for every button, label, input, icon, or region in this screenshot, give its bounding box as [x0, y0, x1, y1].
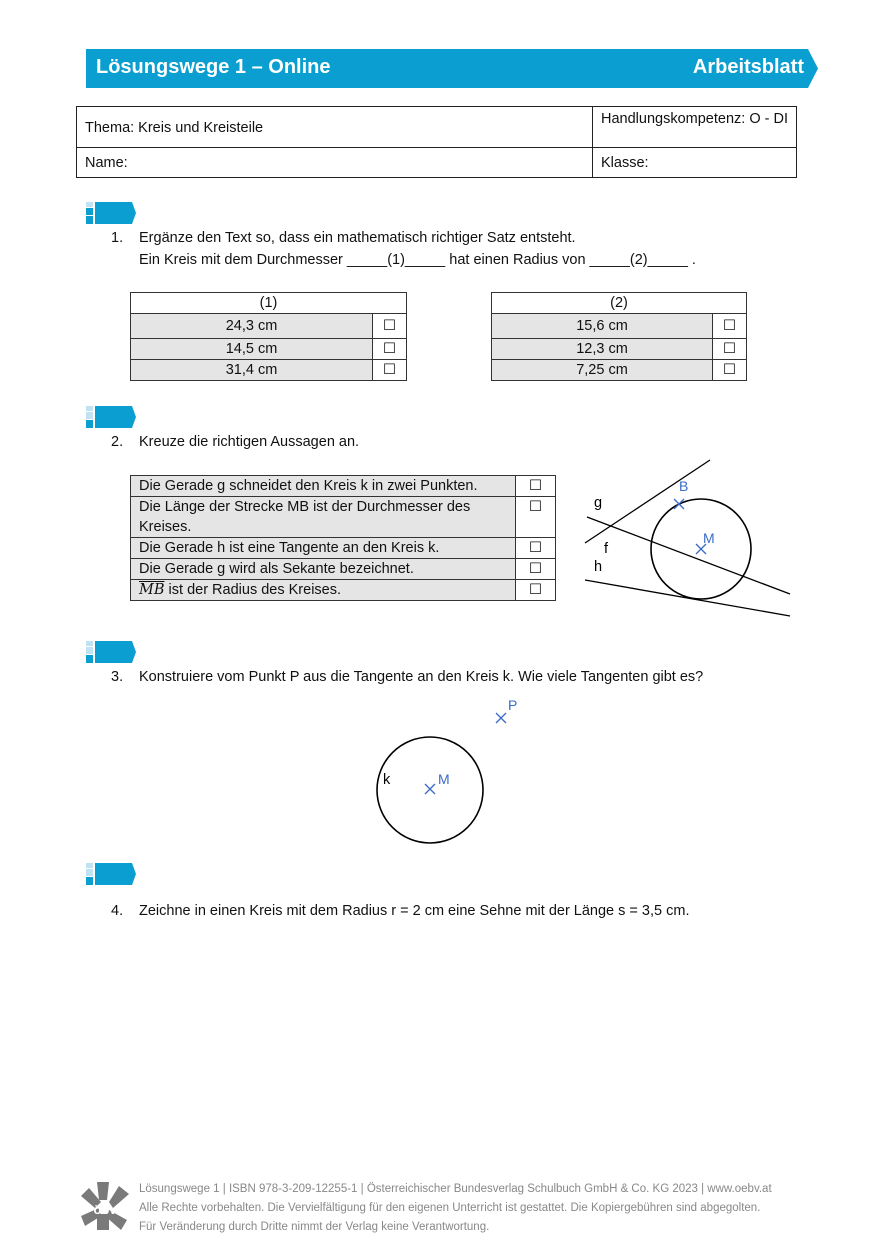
label-b: B — [679, 478, 689, 494]
table2-checkbox-2[interactable]: ☐ — [713, 339, 747, 360]
kompetenz-cell — [593, 107, 797, 148]
section-marker-2 — [86, 406, 136, 428]
table2-option-2: 12,3 cm — [492, 339, 713, 360]
oebv-logo — [79, 1180, 131, 1232]
label-m: M — [703, 530, 715, 546]
statement-1: Die Gerade g schneidet den Kreis k in zwei Punkten. — [131, 476, 516, 497]
footer-line-2: Alle Rechte vorbehalten. Die Vervielfältigung für den eigenen Unterricht ist gestattet. Die Kopiergebühren sind abgegolten. — [139, 1202, 761, 1214]
table1-option-1: 24,3 cm — [131, 314, 373, 339]
table2-checkbox-3[interactable]: ☐ — [713, 360, 747, 381]
task1-line2: Ein Kreis mit dem Durchmesser _____(1)_____ hat einen Radius von _____(2)_____ . — [139, 252, 696, 268]
task3-figure — [370, 695, 530, 850]
task2-text: Kreuze die richtigen Aussagen an. — [139, 434, 360, 450]
task3-number: 3. — [111, 669, 124, 685]
table2-head: (2) — [492, 293, 747, 314]
label-g: g — [594, 495, 603, 511]
table1-option-2: 14,5 cm — [131, 339, 373, 360]
table2-option-3: 7,25 cm — [492, 360, 713, 381]
task2-figure — [575, 455, 800, 625]
statement-checkbox-2[interactable]: ☐ — [516, 497, 556, 538]
line-g — [585, 460, 710, 543]
section-marker-3 — [86, 641, 136, 663]
task2-number: 2. — [111, 434, 124, 450]
table1-checkbox-2[interactable]: ☐ — [373, 339, 407, 360]
task1-table-2 — [491, 292, 747, 381]
overline-mb: $\overline{MB}$ — [139, 582, 165, 598]
line-h — [585, 580, 790, 616]
statement-3: Die Gerade h ist eine Tangente an den Kreis k. — [131, 538, 516, 559]
table1-checkbox-3[interactable]: ☐ — [373, 360, 407, 381]
label-k: k — [383, 772, 391, 788]
task2-statements-table — [130, 475, 556, 601]
table1-head: (1) — [131, 293, 407, 314]
section-marker-4 — [86, 863, 136, 885]
logo-text: öbv — [93, 1202, 117, 1217]
info-table — [76, 106, 797, 178]
statement-checkbox-5[interactable]: ☐ — [516, 580, 556, 601]
thema-label: Thema: Kreis und Kreisteile — [85, 120, 264, 136]
name-label: Name: — [85, 154, 128, 171]
section-marker-1 — [86, 202, 136, 224]
statement-4: Die Gerade g wird als Sekante bezeichnet. — [131, 559, 516, 580]
point-m-cross-task3 — [425, 784, 435, 794]
statement-checkbox-3[interactable]: ☐ — [516, 538, 556, 559]
statement-2: Die Länge der Strecke MB ist der Durchmesser des Kreises. — [131, 497, 516, 538]
name-cell[interactable] — [77, 148, 593, 178]
task1-number: 1. — [111, 230, 124, 246]
label-p: P — [508, 697, 518, 713]
banner-title: Lösungswege 1 – Online — [96, 56, 331, 78]
banner-doc-type: Arbeitsblatt — [692, 56, 804, 78]
table1-option-3: 31,4 cm — [131, 360, 373, 381]
header-banner — [86, 49, 818, 88]
thema-cell — [77, 107, 593, 148]
task1-line1: Ergänze den Text so, dass ein mathematisch richtiger Satz entsteht. — [139, 230, 576, 246]
statement-5-text: ist der Radius des Kreises. — [168, 582, 342, 598]
footer-line-1: Lösungswege 1 | ISBN 978-3-209-12255-1 | Österreichischer Bundesverlag Schulbuch GmbH & Co. KG 2023 | www.oebv.at — [139, 1183, 772, 1195]
table2-option-1: 15,6 cm — [492, 314, 713, 339]
kompetenz-label: Handlungskompetenz: O - DI — [601, 111, 788, 127]
task3-text: Konstruiere vom Punkt P aus die Tangente an den Kreis k. Wie viele Tangenten gibt es? — [139, 669, 704, 685]
label-m-task3: M — [438, 771, 450, 787]
statement-checkbox-4[interactable]: ☐ — [516, 559, 556, 580]
line-f — [587, 517, 790, 594]
klasse-cell[interactable] — [593, 148, 797, 178]
circle-k-task3 — [377, 737, 483, 843]
table2-checkbox-1[interactable]: ☐ — [713, 314, 747, 339]
statement-checkbox-1[interactable]: ☐ — [516, 476, 556, 497]
label-f: f — [604, 541, 609, 557]
footer-line-3: Für Veränderung durch Dritte nimmt der Verlag keine Verantwortung. — [139, 1221, 490, 1233]
task4-text: Zeichne in einen Kreis mit dem Radius r = 2 cm eine Sehne mit der Länge s = 3,5 cm. — [139, 903, 690, 919]
klasse-label: Klasse: — [601, 154, 649, 171]
table1-checkbox-1[interactable]: ☐ — [373, 314, 407, 339]
footer — [139, 1180, 772, 1237]
statement-5 — [131, 580, 516, 601]
point-b-cross — [674, 499, 684, 509]
task1-table-1 — [130, 292, 407, 381]
task4-number: 4. — [111, 903, 124, 919]
label-h: h — [594, 559, 603, 575]
point-p-cross — [496, 713, 506, 723]
